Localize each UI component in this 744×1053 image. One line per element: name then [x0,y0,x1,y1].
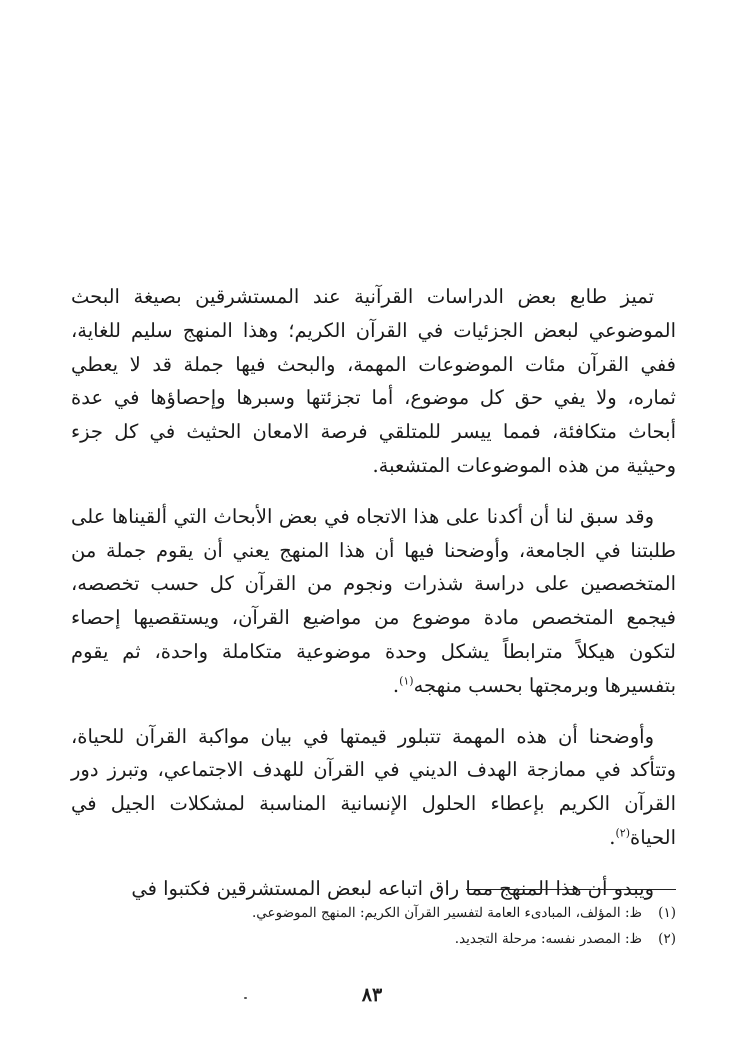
paragraph-3-tail: . [609,825,616,849]
footnote-1-text: ظ: المؤلف، المبادىء العامة لتفسير القرآن الكريم: المنهج الموضوعي. [252,905,642,921]
page-number: ٨٣ [361,984,383,1006]
paragraph-3-text: وأوضحنا أن هذه المهمة تتبلور قيمتها في بيان مواكبة القرآن للحياة، وتتأكد في ممازجة الهدف الديني في القرآن للهدف الاجتماعي، وتبرز دور القرآن الكريم بإعطاء الحلول الإنسانية المناسبة لمشكلات الجيل في الحياة [71,724,676,849]
main-text [71,280,676,923]
footnote-1-number: (١) [658,905,676,921]
footnote-2-number: (٢) [658,931,676,947]
paragraph-2-tail: . [392,673,400,697]
paragraph-1-text: تميز طابع بعض الدراسات القرآنية عند المستشرقين بصيغة البحث الموضوعي لبعض الجزئيات في القرآن الكريم؛ وهذا المنهج سليم للغاية، ففي القرآن مئات الموضوعات المهمة، والبحث فيها جملة قد لا يعطي ثماره، ولا يفي حق كل موضوع، أما تجزئتها وسبرها وإحصاؤها في عدة أبحاث متكافئة، فمما ييسر للمتلقي فرصة الامعان الحثيث في كل جزء وحيثية من هذه الموضوعات المتشعبة. [71,285,676,477]
paragraph-4-text: ويبدو أن هذا المنهج مما راق اتباعه لبعض المستشرقين فكتبوا في [131,876,654,900]
paragraph-2 [71,500,676,703]
paragraph-2-text: وقد سبق لنا أن أكدنا على هذا الاتجاه في بعض الأبحاث التي ألقيناها على طلبتنا في الجامعة، وأوضحنا فيها أن هذا المنهج يعني أن يقوم جملة من المتخصصين على دراسة شذرات ونجوم من القرآن كل حسب تخصصه، فيجمع المتخصص مادة موضوع من مواضيع القرآن، ويستقصيها إحصاء لتكون هيكلاً مترابطاً يشكل وحدة موضوعية متكاملة واحدة، ثم يقوم بتفسيرها وبرمجتها بحسب منهجه [71,504,676,697]
footnote-ref-2[interactable]: (٢) [615,826,630,840]
footnote-1 [71,900,676,926]
paragraph-1 [71,280,676,483]
paragraph-3 [71,720,676,855]
footnote-2 [71,926,676,952]
footnotes-section [71,900,676,952]
footnote-divider [466,889,676,890]
footnote-ref-1[interactable]: (١) [399,674,414,688]
footnote-2-text: ظ: المصدر نفسه: مرحلة التجديد. [454,931,642,947]
